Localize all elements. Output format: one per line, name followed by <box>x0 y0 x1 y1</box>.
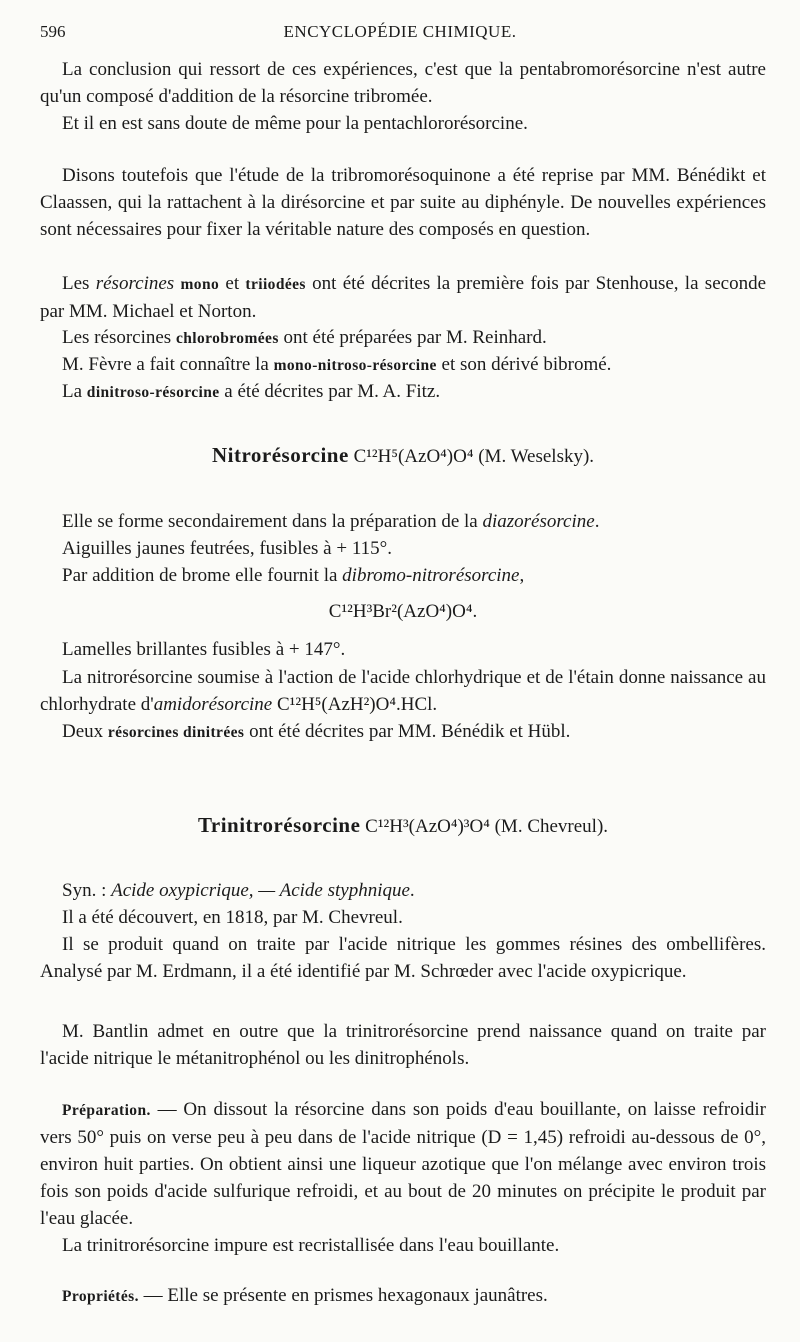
page-header <box>40 22 760 46</box>
formula-dibromo: C¹²H³Br²(AzO⁴)O⁴. <box>328 601 478 622</box>
paragraph-chlorobromees: Les résorcines chlorobromées ont été préparées par M. Reinhard. <box>62 327 547 348</box>
paragraph-mononitroso: M. Fèvre a fait connaître la mono-nitroso-résorcine et son dérivé bibromé. <box>62 354 612 375</box>
paragraph-mono-triiodees: Les résorcines mono et triiodées ont été décrites la première fois par Stenhouse, la seconde par MM. Michael et Norton. <box>40 273 767 322</box>
page-number: 596 <box>40 22 66 41</box>
heading-nitroresorcine: Nitrorésorcine C¹²H⁵(AzO⁴)O⁴ (M. Weselsky). <box>211 443 595 467</box>
paragraph-ombelliferes: Il se produit quand on traite par l'acide nitrique les gommes résines des ombellifères. Analysé par M. Erdmann, il a été identifié par M. Schrœder avec l'acide oxypicrique. <box>40 934 766 982</box>
paragraph-brome: Par addition de brome elle fournit la dibromo-nitrorésorcine, <box>62 565 525 586</box>
paragraph-bantlin: M. Bantlin admet en outre que la trinitrorésorcine prend naissance quand on traite par l'acide nitrique le métanitrophénol ou les dinitrophénols. <box>40 1021 766 1069</box>
paragraph-proprietes: Propriétés. — Elle se présente en prismes hexagonaux jaunâtres. <box>62 1285 548 1306</box>
paragraph-amidoresorcine: La nitrorésorcine soumise à l'action de l'acide chlorhydrique et de l'étain donne naissance au chlorhydrate d'amidorésorcine C¹²H⁵(AzH²)O⁴.HCl. <box>40 667 766 715</box>
paragraph-pentachloro: Et il en est sans doute de même pour la pentachlororésorcine. <box>62 113 528 134</box>
paragraph-dinitrees: Deux résorcines dinitrées ont été décrites par MM. Bénédik et Hübl. <box>62 721 571 742</box>
paragraph-diazoresorcine: Elle se forme secondairement dans la préparation de la diazorésorcine. <box>62 511 600 532</box>
paragraph-conclusion: La conclusion qui ressort de ces expériences, c'est que la pentabromorésorcine n'est autre qu'un composé d'addition de la résorcine tribromée. <box>40 59 766 107</box>
paragraph-decouverte: Il a été découvert, en 1818, par M. Chevreul. <box>62 907 403 928</box>
paragraph-aiguilles: Aiguilles jaunes feutrées, fusibles à + 115°. <box>62 538 392 559</box>
running-title: ENCYCLOPÉDIE CHIMIQUE. <box>283 22 517 41</box>
paragraph-preparation: Préparation. — On dissout la résorcine dans son poids d'eau bouillante, on laisse refroidir vers 50° puis on verse peu à peu dans de l'acide nitrique (D = 1,45) refroidi au-dessous de 0°, environ huit parties. On obtient ainsi une liqueur azotique que l'on mélange avec environ trois fois son poids d'acide sulfurique refroidi, et au bout de 20 minutes on précipite le produit par l'eau glacée. <box>40 1099 766 1229</box>
paragraph-dinitroso: La dinitroso-résorcine a été décrites par M. A. Fitz. <box>62 381 441 402</box>
paragraph-tribromoresoquinone: Disons toutefois que l'étude de la tribromorésoquinone a été reprise par MM. Bénédikt et Claassen, qui la rattachent à la dirésorcine et par suite au diphényle. De nouvelles expériences sont nécessaires pour fixer la véritable nature des composés en question. <box>40 165 766 240</box>
paragraph-recristallisee: La trinitrorésorcine impure est recristallisée dans l'eau bouillante. <box>62 1235 560 1256</box>
heading-trinitroresorcine: Trinitrorésorcine C¹²H³(AzO⁴)³O⁴ (M. Chevreul). <box>197 813 609 837</box>
paragraph-synonymes: Syn. : Acide oxypicrique, — Acide styphnique. <box>62 880 415 901</box>
paragraph-lamelles: Lamelles brillantes fusibles à + 147°. <box>62 639 346 660</box>
